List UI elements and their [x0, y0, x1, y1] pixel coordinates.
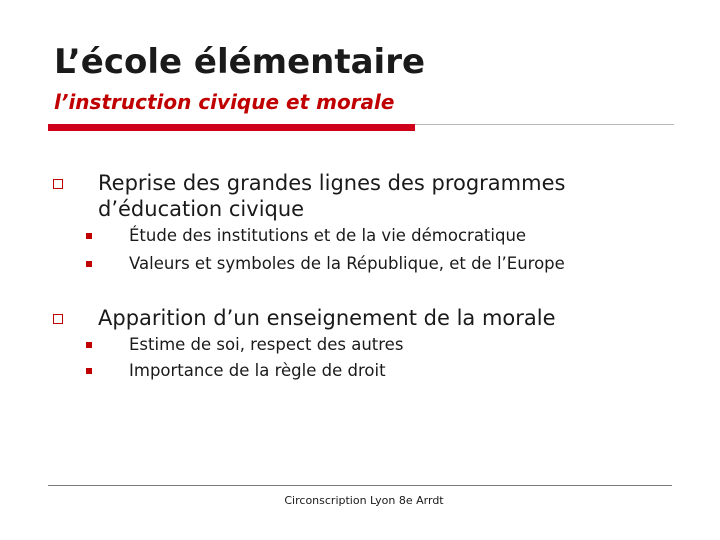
section-heading: Apparition d’un enseignement de la morale	[98, 306, 556, 330]
list-item-text: Étude des institutions et de la vie démocratique	[129, 226, 527, 245]
list-item	[0, 252, 720, 276]
hollow-square-bullet-icon	[53, 179, 63, 189]
footer-text: Circonscription Lyon 8e Arrdt	[284, 494, 444, 507]
list-item-text: Importance de la règle de droit	[129, 361, 386, 380]
filled-square-bullet-icon	[86, 261, 92, 267]
title-underline-accent	[48, 124, 415, 131]
section-heading: Reprise des grandes lignes des programmes d’éducation civique	[98, 171, 566, 221]
hollow-square-bullet-icon	[53, 314, 63, 324]
list-item-text: Estime de soi, respect des autres	[129, 335, 404, 354]
list-item	[0, 359, 720, 383]
filled-square-bullet-icon	[86, 342, 92, 348]
footer-divider	[48, 485, 672, 486]
list-item-text: Valeurs et symboles de la République, et de l’Europe	[129, 254, 565, 273]
filled-square-bullet-icon	[86, 233, 92, 239]
slide-subtitle: l’instruction civique et morale	[54, 90, 395, 114]
list-item	[0, 333, 720, 357]
slide-title: L’école élémentaire	[54, 42, 426, 82]
list-item	[0, 224, 720, 248]
title-underline-thin	[415, 124, 674, 125]
filled-square-bullet-icon	[86, 368, 92, 374]
